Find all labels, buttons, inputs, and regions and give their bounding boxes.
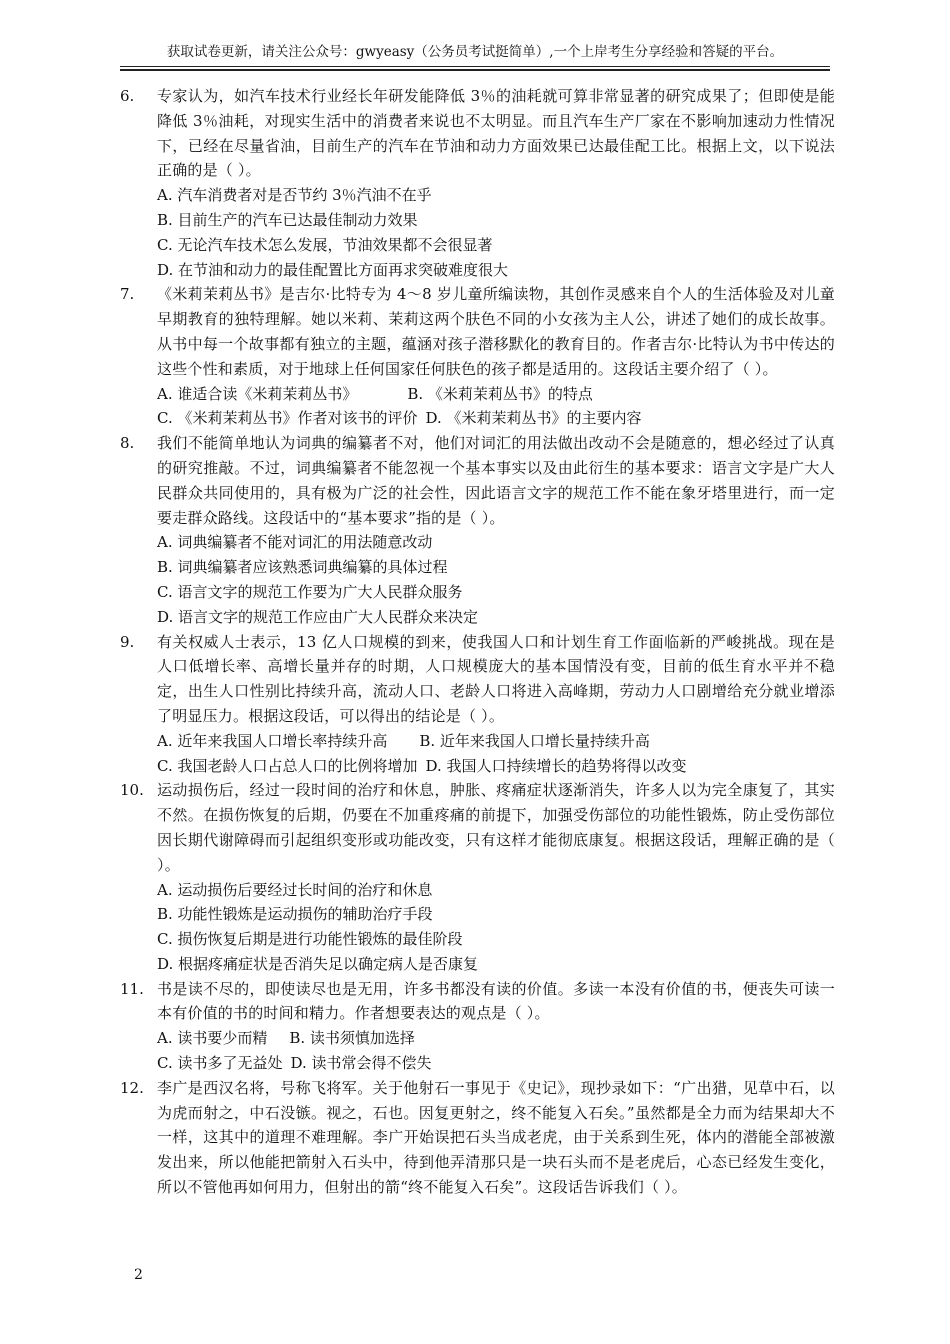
- question-stem: 专家认为，如汽车技术行业经长年研发能降低 3％的油耗就可算非常显著的研究成果了；但即使是能降低 3％油耗，对现实生活中的消费者来说也不太明显。而且汽车生产厂家在不影响加速动力性情况下，已经在尽量省油，目前生产的汽车在节油和动力方面效果已达最佳配工比。根据上文，以下说法正确的是（ ）。: [157, 87, 835, 180]
- question-number: 11.: [120, 979, 144, 998]
- option-b[interactable]: B. 功能性锻炼是运动损伤的辅助治疗手段: [157, 905, 433, 924]
- question-11: [120, 977, 835, 1076]
- option-row: [157, 754, 835, 779]
- option-a[interactable]: A. 读书要少而精: [157, 1029, 268, 1048]
- question-9: [120, 630, 835, 779]
- option-d[interactable]: D. 读书常会得不偿失: [290, 1054, 432, 1073]
- option-b[interactable]: B. 词典编纂者应该熟悉词典编纂的具体过程: [157, 558, 448, 577]
- option-c[interactable]: C. 读书多了无益处: [157, 1054, 283, 1073]
- question-number: 12.: [120, 1078, 144, 1097]
- option-c[interactable]: C. 我国老龄人口占总人口的比例将增加: [157, 756, 418, 775]
- page-number: 2: [134, 1267, 143, 1283]
- option-d[interactable]: D. 我国人口持续增长的趋势将得以改变: [425, 756, 687, 775]
- option-row: [157, 1051, 835, 1076]
- option-c[interactable]: C. 损伤恢复后期是进行功能性锻炼的最佳阶段: [157, 930, 463, 949]
- option-a[interactable]: A. 汽车消费者对是否节约 3％汽油不在乎: [157, 186, 432, 205]
- question-10: [120, 778, 835, 976]
- option-b[interactable]: B. 目前生产的汽车已达最佳制动力效果: [157, 210, 418, 229]
- question-stem: 《米莉茉莉丛书》是吉尔·比特专为 4～8 岁儿童所编读物，其创作灵感来自个人的生活体验及对儿童早期教育的独特理解。她以米莉、茉莉这两个肤色不同的小女孩为主人公，讲述了她们的成长故事。从书中每一个故事都有独立的主题，蕴涵对孩子潜移默化的教育目的。作者吉尔·比特认为书中传达的这些个性和素质，对于地球上任何国家任何肤色的孩子都是适用的。这段话主要介绍了（ ）。: [157, 285, 835, 378]
- option-b[interactable]: B. 近年来我国人口增长量持续升高: [419, 731, 650, 750]
- question-stem: 有关权威人士表示，13 亿人口规模的到来，使我国人口和计划生育工作面临新的严峻挑战。现在是人口低增长率、高增长量并存的时期，人口规模庞大的基本国情没有变，目前的低生育水平并不稳定，出生人口性别比持续升高，流动人口、老龄人口将进入高峰期，劳动力人口剧增给充分就业增添了明显压力。根据这段话，可以得出的结论是（ ）。: [157, 632, 835, 725]
- header-rule-thin: [120, 66, 830, 67]
- question-number: 7.: [120, 285, 135, 304]
- option-c[interactable]: C. 《米莉茉莉丛书》作者对该书的评价: [157, 409, 418, 428]
- option-d[interactable]: D. 语言文字的规范工作应由广大人民群众来决定: [157, 607, 479, 626]
- option-row: [157, 382, 835, 407]
- question-number: 6.: [120, 87, 135, 105]
- option-d[interactable]: D. 根据疼痛症状是否消失足以确定病人是否康复: [157, 954, 479, 973]
- option-b[interactable]: B. 《米莉茉莉丛书》的特点: [407, 384, 593, 403]
- option-b[interactable]: B. 读书须慎加选择: [289, 1029, 415, 1048]
- option-d[interactable]: D. 《米莉茉莉丛书》的主要内容: [425, 409, 642, 428]
- question-8: [120, 431, 835, 629]
- question-7: [120, 282, 835, 431]
- question-number: 8.: [120, 434, 135, 453]
- question-stem: 我们不能简单地认为词典的编纂者不对，他们对词汇的用法做出改动不会是随意的，想必经过了认真的研究推敲。不过，词典编纂者不能忽视一个基本事实以及由此衍生的基本要求：语言文字是广大人民群众共同使用的，具有极为广泛的社会性，因此语言文字的规范工作不能在象牙塔里进行，而一定要走群众路线。这段话中的“基本要求”指的是（ ）。: [157, 434, 835, 527]
- page-header: 获取试卷更新，请关注公众号：gwyeasy（公务员考试挺简单）,一个上岸考生分享经验和答疑的平台。: [166, 44, 784, 60]
- question-list: [120, 84, 835, 1200]
- option-a[interactable]: A. 运动损伤后要经过长时间的治疗和休息: [157, 880, 433, 899]
- question-number: 10.: [120, 781, 144, 800]
- option-c[interactable]: C. 无论汽车技术怎么发展，节油效果都不会很显著: [157, 235, 493, 254]
- question-stem: 运动损伤后，经过一段时间的治疗和休息，肿胀、疼痛症状逐渐消失，许多人以为完全康复了，其实不然。在损伤恢复的后期，仍要在不加重疼痛的前提下，加强受伤部位的功能性锻炼，防止受伤部位因长期代谢障碍而引起组织变形或功能改变，只有这样才能彻底康复。根据这段话，理解正确的是（ ）。: [157, 781, 835, 874]
- option-row: [157, 1026, 835, 1051]
- option-d[interactable]: D. 在节油和动力的最佳配置比方面再求突破难度很大: [157, 260, 509, 279]
- question-stem: 书是读不尽的，即使读尽也是无用，许多书都没有读的价值。多读一本没有价值的书，便丧失可读一本有价值的书的时间和精力。作者想要表达的观点是（ ）。: [157, 979, 835, 1023]
- question-12: [120, 1076, 835, 1200]
- question-6: [120, 84, 835, 282]
- option-a[interactable]: A. 近年来我国人口增长率持续升高: [157, 731, 388, 750]
- option-row: [157, 729, 835, 754]
- option-a[interactable]: A. 词典编纂者不能对词汇的用法随意改动: [157, 533, 433, 552]
- option-row: [157, 406, 835, 431]
- question-stem: 李广是西汉名将，号称飞将军。关于他射石一事见于《史记》，现抄录如下：“广出猎，见草中石，以为虎而射之，中石没镞。视之，石也。因复更射之，终不能复入石矣。”虽然都是全力而为结果却大不一样，这其中的道理不难理解。李广开始误把石头当成老虎，由于关系到生死，体内的潜能全部被激发出来，所以他能把箭射入石头中，待到他弄清那只是一块石头而不是老虎后，心态已经发生变化，所以不管他再如何用力，但射出的箭“终不能复入石矣”。这段话告诉我们（ ）。: [157, 1078, 835, 1197]
- option-a[interactable]: A. 谁适合读《米莉茉莉丛书》: [157, 384, 358, 403]
- question-number: 9.: [120, 632, 135, 651]
- option-c[interactable]: C. 语言文字的规范工作要为广大人民群众服务: [157, 582, 463, 601]
- header-rule-thick: [120, 69, 830, 71]
